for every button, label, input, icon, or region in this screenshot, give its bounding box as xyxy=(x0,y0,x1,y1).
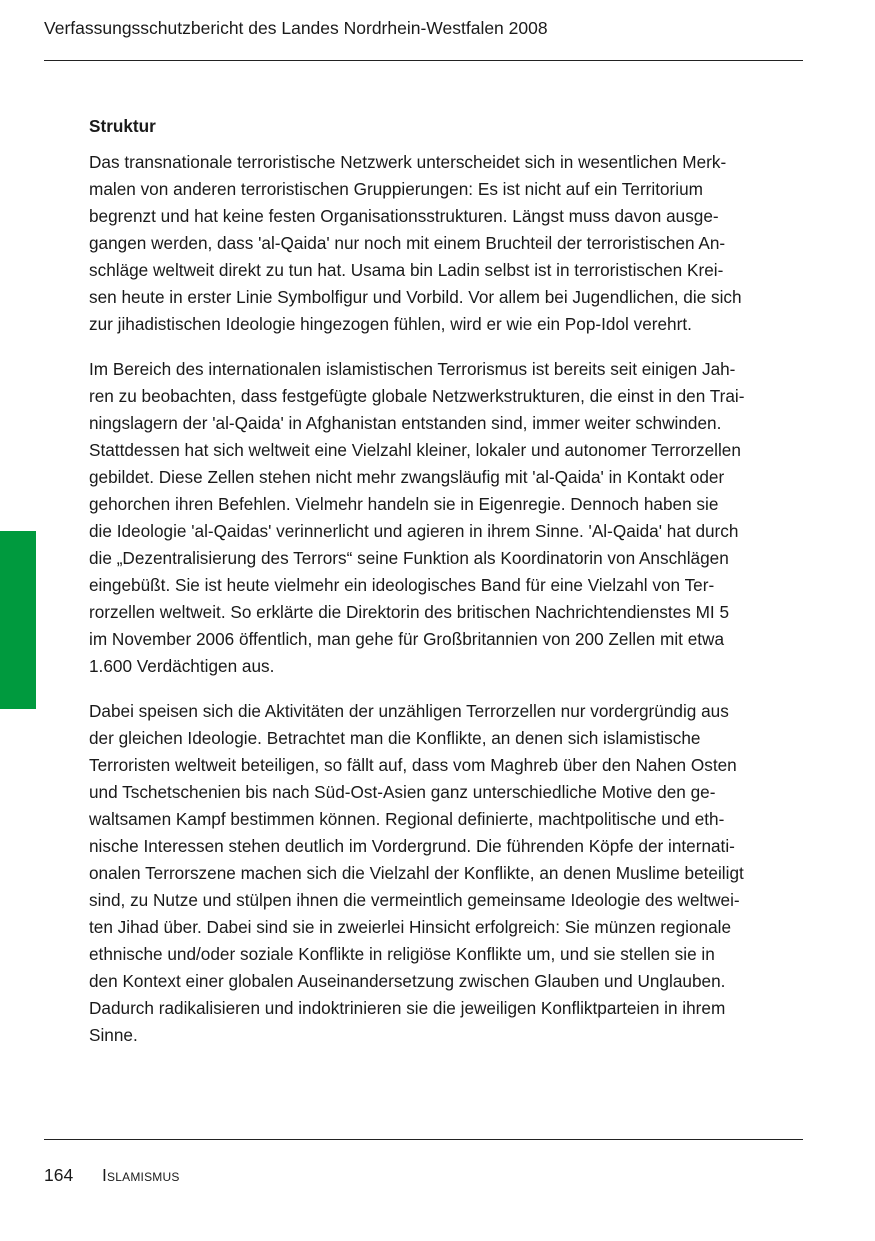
text-line: Dadurch radikalisieren und indoktrinieren sie die jeweiligen Konfliktparteien in ihrem xyxy=(89,998,726,1018)
text-line: sind, zu Nutze und stülpen ihnen die vermeintlich gemeinsame Ideologie des weltwei- xyxy=(89,890,740,910)
text-line: onalen Terrorszene machen sich die Vielzahl der Konflikte, an denen Muslime beteiligt xyxy=(89,863,744,883)
main-content xyxy=(89,113,803,1067)
text-line: ningslagern der 'al-Qaida' in Afghanistan entstanden sind, immer weiter schwinden. xyxy=(89,413,722,433)
text-line: begrenzt und hat keine festen Organisationsstrukturen. Längst muss davon ausge- xyxy=(89,206,719,226)
text-line: nische Interessen stehen deutlich im Vordergrund. Die führenden Köpfe der internati- xyxy=(89,836,735,856)
page-footer xyxy=(44,1163,180,1187)
footer-divider xyxy=(44,1139,803,1140)
header-divider xyxy=(44,60,803,61)
text-line: Sinne. xyxy=(89,1025,138,1045)
paragraph-2 xyxy=(89,356,803,680)
text-line: ethnische und/oder soziale Konflikte in religiöse Konflikte um, und sie stellen sie in xyxy=(89,944,715,964)
footer-section-name: Islamismus xyxy=(102,1165,180,1185)
text-line: ren zu beobachten, dass festgefügte globale Netzwerkstrukturen, die einst in den Trai- xyxy=(89,386,745,406)
text-line: gangen werden, dass 'al-Qaida' nur noch mit einem Bruchteil der terroristischen An- xyxy=(89,233,726,253)
text-line: Das transnationale terroristische Netzwerk unterscheidet sich in wesentlichen Merk- xyxy=(89,152,727,172)
section-heading: Struktur xyxy=(89,116,156,136)
text-line: Im Bereich des internationalen islamistischen Terrorismus ist bereits seit einigen Jah- xyxy=(89,359,736,379)
text-line: schläge weltweit direkt zu tun hat. Usama bin Ladin selbst ist in terroristischen Krei- xyxy=(89,260,724,280)
page-number: 164 xyxy=(44,1165,74,1185)
text-line: rorzellen weltweit. So erklärte die Direktorin des britischen Nachrichtendienstes MI 5 xyxy=(89,602,730,622)
page-header-title: Verfassungsschutzbericht des Landes Nordrhein-Westfalen 2008 xyxy=(44,18,548,38)
text-line: Stattdessen hat sich weltweit eine Vielzahl kleiner, lokaler und autonomer Terrorzellen xyxy=(89,440,741,460)
text-line: 1.600 Verdächtigen aus. xyxy=(89,656,275,676)
text-line: im November 2006 öffentlich, man gehe für Großbritannien von 200 Zellen mit etwa xyxy=(89,629,724,649)
text-line: sen heute in erster Linie Symbolfigur und Vorbild. Vor allem bei Jugendlichen, die sich xyxy=(89,287,742,307)
text-line: die Ideologie 'al-Qaidas' verinnerlicht und agieren in ihrem Sinne. 'Al-Qaida' hat durch xyxy=(89,521,739,541)
text-line: und Tschetschenien bis nach Süd-Ost-Asien ganz unterschiedliche Motive den ge- xyxy=(89,782,716,802)
paragraph-1 xyxy=(89,149,803,338)
text-line: Terroristen weltweit beteiligen, so fällt auf, dass vom Maghreb über den Nahen Osten xyxy=(89,755,737,775)
text-line: zur jihadistischen Ideologie hingezogen fühlen, wird er wie ein Pop-Idol verehrt. xyxy=(89,314,692,334)
text-line: malen von anderen terroristischen Gruppierungen: Es ist nicht auf ein Territorium xyxy=(89,179,703,199)
text-line: Dabei speisen sich die Aktivitäten der unzähligen Terrorzellen nur vordergründig aus xyxy=(89,701,729,721)
text-line: ten Jihad über. Dabei sind sie in zweierlei Hinsicht erfolgreich: Sie münzen regionale xyxy=(89,917,732,937)
text-line: eingebüßt. Sie ist heute vielmehr ein ideologisches Band für eine Vielzahl von Ter- xyxy=(89,575,715,595)
text-line: gebildet. Diese Zellen stehen nicht mehr zwangsläufig mit 'al-Qaida' in Kontakt oder xyxy=(89,467,725,487)
text-line: der gleichen Ideologie. Betrachtet man die Konflikte, an denen sich islamistische xyxy=(89,728,701,748)
text-line: die „Dezentralisierung des Terrors“ seine Funktion als Koordinatorin von Anschlägen xyxy=(89,548,729,568)
text-line: waltsamen Kampf bestimmen können. Regional definierte, machtpolitische und eth- xyxy=(89,809,725,829)
paragraph-3 xyxy=(89,698,803,1049)
text-line: den Kontext einer globalen Auseinandersetzung zwischen Glauben und Unglauben. xyxy=(89,971,726,991)
chapter-color-tab xyxy=(0,531,36,709)
text-line: gehorchen ihren Befehlen. Vielmehr handeln sie in Eigenregie. Dennoch haben sie xyxy=(89,494,719,514)
